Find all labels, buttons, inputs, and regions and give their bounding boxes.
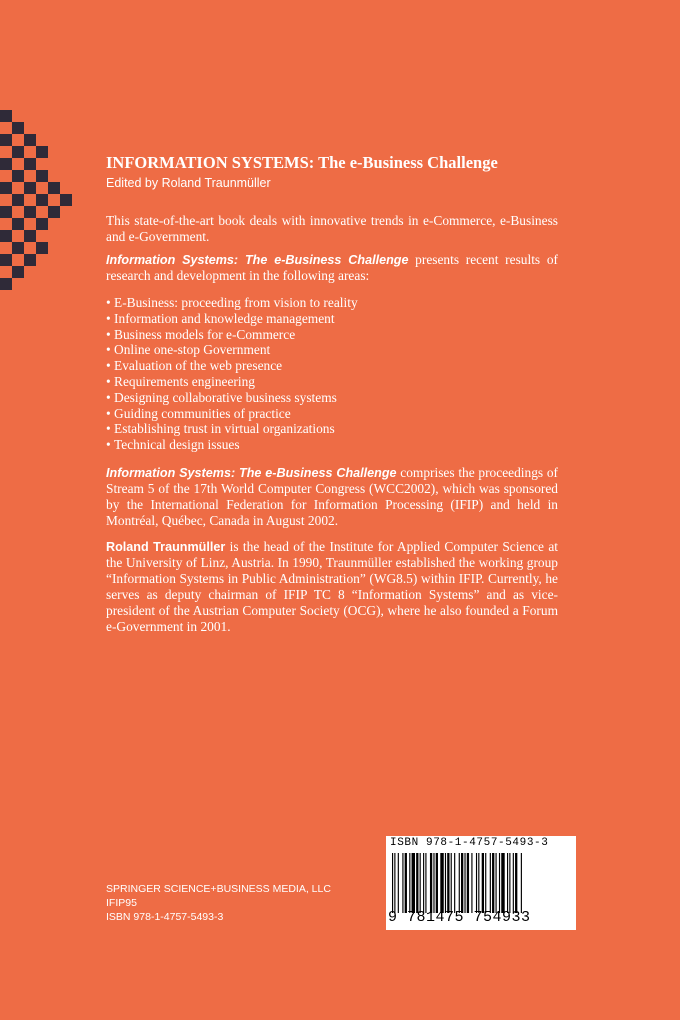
proceedings-text: comprises the proceedings of Stream 5 of the 17th World Computer Congress (WCC2002), which was sponsored by the International Federation for Information Processing (IFIP) and held in Montréal, Québec, Canada in August 2002. xyxy=(106,464,558,528)
checker-square xyxy=(0,134,12,146)
list-item: • E-Business: proceeding from vision to reality xyxy=(106,295,558,311)
barcode-bar xyxy=(447,853,449,913)
barcode-bar xyxy=(398,853,399,913)
checker-square xyxy=(36,218,48,230)
barcode-bar xyxy=(471,853,472,913)
checker-square xyxy=(60,194,72,206)
barcode-isbn-label: ISBN 978-1-4757-5493-3 xyxy=(390,837,549,849)
presents-book-title: Information Systems: The e-Business Challenge xyxy=(106,253,409,267)
barcode-bar xyxy=(459,853,460,913)
checker-square xyxy=(24,254,36,266)
proceedings-paragraph xyxy=(106,465,558,529)
list-item: • Requirements engineering xyxy=(106,374,558,390)
barcode-bar xyxy=(492,853,494,913)
bio-paragraph xyxy=(106,539,558,635)
areas-list xyxy=(106,295,558,453)
checker-square xyxy=(24,230,36,242)
barcode-bar xyxy=(467,853,469,913)
barcode-bar xyxy=(501,853,504,913)
barcode-bar xyxy=(451,853,452,913)
list-item: • Establishing trust in virtual organizations xyxy=(106,421,558,437)
list-item: • Evaluation of the web presence xyxy=(106,358,558,374)
barcode-bar xyxy=(405,853,407,913)
author-name: Roland Traunmüller xyxy=(106,539,226,554)
barcode-bar xyxy=(461,853,463,913)
publisher-block xyxy=(106,882,331,924)
barcode-bar xyxy=(507,853,508,913)
book-editor: Edited by Roland Traunmüller xyxy=(106,176,271,190)
barcode-bar xyxy=(445,853,446,913)
barcode-bar xyxy=(412,853,415,913)
barcode-bar xyxy=(499,853,500,913)
checkerboard-decoration xyxy=(0,110,96,290)
checker-square xyxy=(48,206,60,218)
checker-square xyxy=(12,146,24,158)
barcode-bars xyxy=(392,853,571,913)
checker-square xyxy=(12,218,24,230)
barcode-bar xyxy=(490,853,491,913)
list-item: • Technical design issues xyxy=(106,437,558,453)
bio-text: is the head of the Institute for Applied Computer Science at the University of Linz, Austria. In 1990, Traunmüller established the working group “Information Systems in Public Administration” (WG8.5) within IFIP. Currently, he serves as deputy chairman of IFIP TC 8 “Information Systems” and as vice-president of the Austrian Computer Society (OCG), where he also founded a Forum e-Government in 2001. xyxy=(106,538,558,634)
barcode-digits: 9 781475 754933 xyxy=(388,909,531,926)
barcode-bar xyxy=(423,853,424,913)
checker-square xyxy=(24,182,36,194)
checker-square xyxy=(36,146,48,158)
checker-square xyxy=(0,278,12,290)
back-cover-text xyxy=(106,153,558,635)
checker-square xyxy=(12,242,24,254)
barcode-bar xyxy=(392,853,393,913)
barcode-bar xyxy=(420,853,421,913)
checker-square xyxy=(12,122,24,134)
checker-square xyxy=(36,170,48,182)
checker-square xyxy=(48,182,60,194)
barcode-bar xyxy=(416,853,418,913)
barcode-bar xyxy=(454,853,455,913)
barcode-bar xyxy=(425,853,426,913)
barcode-bar xyxy=(409,853,410,913)
list-item: • Information and knowledge management xyxy=(106,311,558,327)
checker-square xyxy=(0,158,12,170)
barcode-bar xyxy=(476,853,477,913)
publisher-name: SPRINGER SCIENCE+BUSINESS MEDIA, LLC xyxy=(106,883,331,895)
barcode-bar xyxy=(430,853,432,913)
barcode-bar xyxy=(513,853,514,913)
intro-paragraph: This state-of-the-art book deals with innovative trends in e-Commerce, e-Business and e-Government. xyxy=(106,213,558,244)
barcode-bar xyxy=(478,853,479,913)
barcode-bar xyxy=(440,853,443,913)
checker-square xyxy=(12,170,24,182)
checker-square xyxy=(24,158,36,170)
barcode-bar xyxy=(394,853,395,913)
series-code: IFIP95 xyxy=(106,897,137,909)
checker-square xyxy=(0,206,12,218)
barcode-bar xyxy=(433,853,434,913)
checker-square xyxy=(24,134,36,146)
barcode-bar xyxy=(482,853,484,913)
checker-square xyxy=(12,266,24,278)
checker-square xyxy=(12,194,24,206)
proceedings-book-title: Information Systems: The e-Business Challenge xyxy=(106,465,397,480)
barcode-bar xyxy=(402,853,403,913)
barcode-bar xyxy=(521,853,522,913)
barcode-bar xyxy=(464,853,465,913)
barcode-bar xyxy=(515,853,517,913)
publisher-isbn: ISBN 978-1-4757-5493-3 xyxy=(106,911,224,923)
list-item: • Business models for e-Commerce xyxy=(106,327,558,343)
checker-square xyxy=(0,110,12,122)
presents-paragraph xyxy=(106,252,558,284)
checker-square xyxy=(0,230,12,242)
barcode-bar xyxy=(496,853,497,913)
book-title: INFORMATION SYSTEMS: The e-Business Challenge xyxy=(106,153,498,172)
list-item: • Guiding communities of practice xyxy=(106,406,558,422)
checker-square xyxy=(24,206,36,218)
checker-square xyxy=(0,254,12,266)
isbn-barcode xyxy=(386,836,576,930)
list-item: • Online one-stop Government xyxy=(106,342,558,358)
presents-text: presents recent results of research and development in the following areas: xyxy=(106,252,558,283)
checker-square xyxy=(36,194,48,206)
barcode-bar xyxy=(509,853,510,913)
barcode-bar xyxy=(485,853,486,913)
barcode-bar xyxy=(436,853,438,913)
checker-square xyxy=(0,182,12,194)
checker-square xyxy=(36,242,48,254)
list-item: • Designing collaborative business systems xyxy=(106,390,558,406)
